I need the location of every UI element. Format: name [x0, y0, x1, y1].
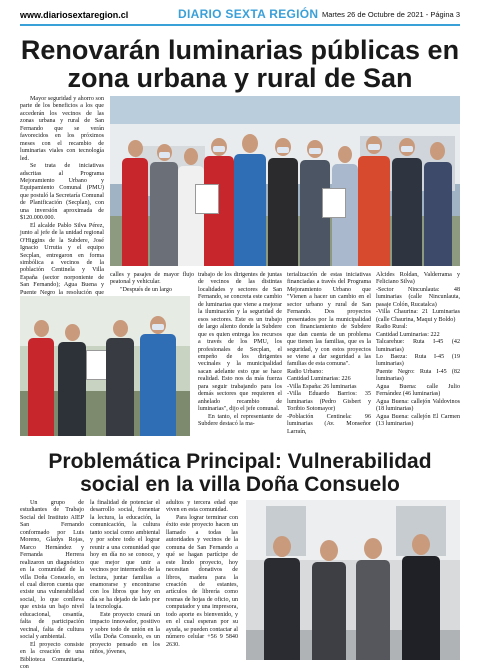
paragraph: trabajo de los dirigentes de juntas de vecinos de las distintas localidades y sectores de San Fernando, se concreta este cambio de luminarias que viene a mejorar la iluminación y la seguridad de esos sectores. Este es un trabajo de largo aliento donde la Subdere que es quien entrega los recursos a través de los PMU, los profesionales de Secplan, el empeño de los dirigentes vecinales y la municipalidad sacan adelante esto que se hace realidad. Esto nos da más fuerza para seguir trabajando para los demás sectores que requieren el anhelado recambio de luminarias", dijo el jefe comunal. — [198, 272, 282, 413]
list-item: Cantidad Luminarias: 222 — [376, 331, 440, 338]
residents-photo — [20, 296, 190, 436]
issue-date: Martes 26 de Octubre de 2021 - Página 3 — [321, 10, 460, 19]
list-item: Alcides Roldan, Valderrama y Feliciano Silva) — [376, 272, 460, 286]
list-heading: Radio Urbano: — [287, 368, 324, 375]
article1-column-2 — [110, 272, 194, 294]
list-item: -Sector Nincunlauta: 48 luminarias (calle Nincunlauta, pasaje Colón, Rucatalca) — [376, 286, 460, 308]
paragraph: Mayor seguridad y ahorro son parte de los beneficios a los que accederán los vecinos de las zonas urbana y rural de San Fernando que se verán favorecidos en los próximos meses con el recambio de luminarias viales con tecnología led. — [20, 96, 104, 162]
students-photo — [246, 500, 460, 660]
list-heading: Radio Rural: — [376, 324, 408, 331]
list-item: -Villa Chaurina: 21 Luminarias (calle Chaurina, Maqui y Boldo) — [376, 309, 460, 323]
paragraph: Este proyecto creará un impacto innovador, positivo y sobre todo de unión en la villa Doña Consuelo, es un proyecto pensado en los niños, jóvenes, — [90, 611, 160, 656]
article1-column-4 — [287, 272, 371, 436]
paragraph: calles y pasajes de mayor flujo peatonal y vehicular. — [110, 272, 194, 286]
paragraph: Se trata de iniciativas adscritas al Programa Mejoramiento Urbano y Equipamiento Comunal (PMU) que postuló la Secretaría Comunal de Planificación (Secplan), con una inversión aproximada de $120.000.000. — [20, 163, 104, 222]
paragraph: "Después de un largo — [120, 286, 172, 293]
list-item: Puente Negro: Ruta I-45 (82 luminarias) — [376, 368, 460, 383]
paragraph: Para lograr terminar con éxito este proyecto hacen un llamado a todas las autoridades y vecinos de la comuna de San Fernando a qué se hagan partícipe de este lindo proyecto, hoy necesitan donativos de libros, madera para la creación de estantes, artículos de librería como resmas de hojas de oficio, un computador y una impresora, todo aporte es bienvenido, y en el cual esperan por su ayuda, se pueden contactar al número celular +56 9 5840 2630. — [166, 514, 238, 648]
article1-column-1 — [20, 96, 104, 320]
article2-headline: Problemática Principal: Vulnerabilidad social en la villa Doña Consuelo — [48, 450, 432, 497]
officials-group-photo — [110, 96, 460, 266]
list-item: -Villa España: 26 luminarias — [287, 383, 357, 390]
article2-column-1 — [20, 500, 84, 671]
masthead — [0, 0, 480, 26]
paragraph: El alcalde Pablo Silva Pérez, junto al jefe de la unidad regional O'Higgins de la Subdere, José Ignacio Urrutia y el equipo Secplan, entregaron en forma simbólica a vecinos de la población Centinela y Villa España (sector norponiente de San Fernando); Agua Buena y Puente Negro la resolución que — [20, 222, 104, 296]
newspaper-name: DIARIO SEXTA REGIÓN — [178, 7, 319, 21]
masthead-rule — [20, 24, 460, 26]
list-item: Cantidad Luminarias: 226 — [287, 376, 351, 383]
list-item: -Villa Eduardo Barrios: 35 luminarias (Pedro Gisbert y Toribio Sotomayor) — [287, 391, 371, 413]
paragraph: adultos y tercera edad que viven en esta comunidad. — [166, 500, 238, 514]
paragraph: El proyecto consiste en la creación de una Biblioteca Comunitaria, con — [20, 641, 84, 670]
paragraph: la finalidad de potenciar el desarrollo social, fomentar la lectura, la educación, la comunicación, la cultura tanto social como ambiental y por sobre todo el lograr reunir a una comunidad que hoy en día no se conoce, y que mejor que unir a vecinos por intermedio de la lectura, juntar familias a enamorarse y encontrarse con los libros que hoy en día se ha dejado de lado por la tecnología. — [90, 500, 160, 611]
list-item: Agua Buena: calle Julio Fernández (46 luminarias) — [376, 383, 460, 398]
paragraph: En tanto, el representante de Subdere destacó la ma- — [198, 413, 282, 428]
list-item: -Población Centinela: 96 luminarias (Av. Monseñor Larraín, — [287, 413, 371, 435]
list-item: Lo Baeza: Ruta I-45 (19 luminarias) — [376, 353, 460, 368]
article2-column-3 — [166, 500, 238, 649]
site-url: www.diariosextaregion.cl — [20, 10, 129, 20]
article2-column-2 — [90, 500, 160, 657]
article1-column-5 — [376, 272, 460, 429]
list-item: Agua Buena: callejón Valdovinos (18 luminarias) — [376, 398, 460, 413]
list-item: Talcarehue: Ruta I-45 (42 luminarias) — [376, 339, 460, 353]
article1-headline: Renovarán luminarias públicas en zona urbana y rural de San — [20, 35, 460, 94]
article1-column-3 — [198, 272, 282, 429]
paragraph: Un grupo de estudiantes de Trabajo Social del Instituto AIEP San Fernando conformado por Luis Moreno, Gladys Rojas, Marco Hernández y Fernanda Herrera realizaron un diagnóstico en la comunidad de la villa Doña Consuelo, en el cual dieron cuenta que existe una vulnerabilidad social, lo que conlleva que exista un bajo nivel educacional, cesantía, falta de participación vecinal, falta de cultura social y ambiental. — [20, 500, 84, 641]
paragraph: terialización de estas iniciativas financiadas a través del Programa Mejoramiento Urbano que "Vienen a hacer un cambio en el sector urbano y rural de San Fernando. Dos proyectos presentados por la municipalidad con financiamiento de Subdere que dan cuenta de un problema que tienen las familias, que es la seguridad, y con estos proyectos se viene a dar seguridad a las familias de esta comuna". — [287, 272, 371, 368]
list-item: Agua Buena: callejón El Carmen (13 luminarias) — [376, 413, 460, 428]
